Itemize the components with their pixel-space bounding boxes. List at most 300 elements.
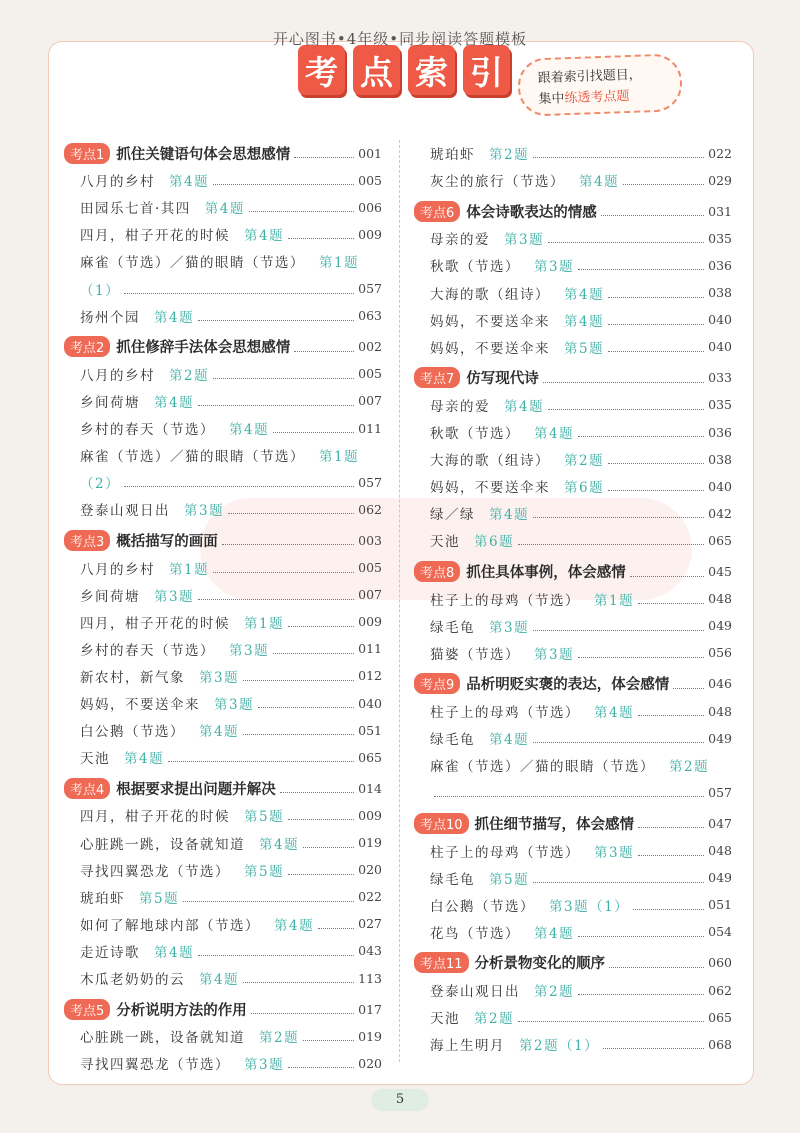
page-ref: 012 — [358, 668, 382, 684]
page-ref: 048 — [708, 591, 732, 607]
index-entry[interactable] — [430, 336, 732, 358]
index-entry[interactable] — [80, 719, 382, 741]
index-entry[interactable] — [430, 421, 732, 443]
question-ref: 第4题 — [564, 286, 605, 303]
entry-title: 母亲的爱 — [430, 232, 490, 249]
index-entry[interactable] — [80, 417, 382, 439]
leader-dots — [243, 972, 354, 983]
page-ref: 046 — [708, 676, 732, 692]
index-entry[interactable] — [430, 502, 732, 524]
section-title: 仿写现代诗 — [466, 371, 539, 388]
question-ref: 第2题 — [669, 759, 710, 776]
leader-dots — [273, 422, 354, 433]
page-ref: 043 — [358, 943, 382, 959]
leader-dots — [608, 287, 704, 298]
page-ref: 017 — [358, 1001, 382, 1017]
question-ref: 第3题 — [594, 844, 635, 861]
book-header: 开心图书•4年级•同步阅读答题模板 — [272, 30, 528, 48]
entry-title: 八月的乡村 — [80, 367, 155, 384]
index-entry[interactable] — [430, 642, 732, 664]
leader-dots — [533, 872, 704, 883]
entry-title: 秋歌（节选） — [430, 259, 520, 276]
entry-title: 乡村的春天（节选） — [80, 642, 215, 659]
entry-title: 寻找四翼恐龙（节选） — [80, 863, 230, 880]
page-ref: 048 — [708, 703, 732, 719]
leader-dots — [518, 1011, 704, 1022]
question-ref: 第1题 — [319, 449, 360, 466]
page-ref: 049 — [708, 730, 732, 746]
index-entry[interactable] — [80, 498, 382, 520]
index-entry[interactable] — [80, 557, 382, 579]
section-header[interactable] — [64, 529, 382, 551]
page-ref: 020 — [358, 1055, 382, 1071]
index-entry[interactable] — [430, 169, 732, 191]
section-badge: 考点5 — [64, 999, 110, 1020]
entry-title: 麻雀（节选）／猫的眼睛（节选） — [430, 759, 655, 776]
question-ref: 第4题 — [534, 426, 575, 442]
leader-dots — [273, 643, 354, 654]
leader-dots — [601, 205, 704, 216]
leader-dots — [608, 480, 704, 491]
question-ref: 第5题 — [489, 871, 530, 888]
question-ref: 第3题（1） — [549, 898, 630, 915]
index-entry[interactable] — [430, 254, 732, 276]
page-ref: 005 — [358, 172, 382, 188]
entry-title: 四月，柑子开花的时候 — [80, 228, 230, 245]
entry-title: 麻雀（节选）／猫的眼睛（节选） — [80, 449, 305, 466]
page-ref: 062 — [708, 982, 732, 998]
page-ref: 033 — [708, 370, 732, 386]
leader-dots — [578, 259, 704, 270]
leader-dots — [518, 534, 704, 545]
question-ref: 第4题 — [259, 836, 300, 853]
title-char: 点 — [353, 45, 400, 95]
leader-dots — [548, 232, 704, 243]
question-ref: 第3题 — [244, 1057, 285, 1074]
question-ref: 第4题 — [199, 724, 240, 741]
page-ref: 047 — [708, 815, 732, 831]
entry-title: 走近诗歌 — [80, 944, 140, 961]
page-ref: 113 — [358, 970, 382, 986]
page-ref: 009 — [358, 226, 382, 242]
page-ref: 006 — [358, 199, 382, 215]
entry-title: 白公鹅（节选） — [430, 898, 535, 915]
index-entry[interactable] — [430, 979, 732, 1001]
question-ref: 第3题 — [199, 669, 240, 686]
entry-title: 八月的乡村 — [80, 174, 155, 191]
page-title — [298, 45, 510, 97]
question-ref: 第5题 — [564, 340, 605, 357]
index-entry[interactable] — [80, 390, 382, 412]
index-entry[interactable] — [430, 867, 732, 889]
entry-title: 妈妈，不要送伞来 — [80, 697, 200, 713]
page-ref: 040 — [708, 478, 732, 494]
index-entry[interactable] — [80, 250, 382, 272]
leader-dots — [294, 341, 354, 352]
leader-dots — [303, 1030, 354, 1041]
page-ref: 031 — [708, 203, 732, 219]
section-title: 分析说明方法的作用 — [116, 1002, 247, 1019]
index-entry[interactable] — [80, 967, 382, 989]
section-badge: 考点9 — [414, 673, 460, 694]
index-entry[interactable] — [80, 692, 382, 714]
question-ref: 第1题 — [319, 255, 360, 272]
entry-title: 猫婆（节选） — [430, 646, 520, 663]
entry-title: 柱子上的母鸡（节选） — [430, 844, 580, 861]
entry-title: 登泰山观日出 — [80, 503, 170, 520]
page-ref: 057 — [358, 474, 382, 490]
question-ref: 第3题 — [154, 588, 195, 605]
leader-dots — [288, 1057, 354, 1068]
index-entry[interactable] — [80, 804, 382, 826]
leader-dots — [213, 562, 354, 573]
entry-title: 海上生明月 — [430, 1038, 505, 1055]
index-entry[interactable] — [430, 894, 732, 916]
index-entry[interactable] — [430, 700, 732, 722]
tip-line-2 — [538, 85, 630, 107]
section-header[interactable] — [414, 952, 732, 974]
question-ref: 第3题 — [229, 642, 270, 659]
entry-title: 乡村的春天（节选） — [80, 422, 215, 438]
leader-dots — [243, 724, 354, 735]
index-entry[interactable] — [80, 638, 382, 660]
question-ref: 第4题 — [489, 507, 530, 524]
index-entry[interactable] — [430, 840, 732, 862]
page-ref: 036 — [708, 257, 732, 273]
entry-title: 灰尘的旅行（节选） — [430, 174, 565, 191]
page-ref: 057 — [708, 784, 732, 800]
page-ref: 020 — [358, 862, 382, 878]
leader-dots — [288, 864, 354, 875]
index-entry[interactable] — [80, 1025, 382, 1047]
index-entry[interactable] — [80, 886, 382, 908]
question-ref: （1） — [80, 282, 121, 299]
page-ref: 009 — [358, 614, 382, 630]
entry-title: 绿毛龟 — [430, 732, 475, 749]
entry-title: 乡间荷塘 — [80, 394, 140, 411]
leader-dots — [213, 368, 354, 379]
title-char: 索 — [408, 45, 455, 95]
section-title: 概括描写的画面 — [116, 533, 218, 550]
section-title: 分析景物变化的顺序 — [474, 956, 606, 973]
entry-title: 心脏跳一跳，设备就知道 — [80, 1030, 245, 1047]
page-ref: 002 — [358, 339, 382, 355]
leader-dots — [638, 705, 704, 716]
index-entry[interactable] — [80, 940, 382, 962]
index-entry[interactable] — [80, 665, 382, 687]
tip-bubble — [517, 53, 683, 117]
question-ref: 第2题 — [259, 1030, 300, 1047]
index-entry[interactable] — [430, 282, 732, 304]
question-ref: 第2题 — [564, 453, 605, 470]
page-ref: 003 — [358, 532, 382, 548]
question-ref: 第2题 — [489, 147, 530, 163]
index-entry[interactable] — [430, 142, 732, 164]
entry-title: 田园乐七首·其四 — [80, 201, 191, 218]
index-entry[interactable] — [430, 448, 732, 470]
index-entry[interactable] — [430, 1033, 732, 1055]
question-ref: 第2题（1） — [519, 1038, 600, 1055]
section-header[interactable] — [414, 673, 732, 695]
entry-title: 绿毛龟 — [430, 619, 475, 636]
question-ref: 第5题 — [244, 809, 285, 826]
index-entry[interactable] — [80, 913, 382, 935]
leader-dots — [183, 891, 354, 902]
leader-dots — [198, 395, 354, 406]
entry-title: 心脏跳一跳，设备就知道 — [80, 836, 245, 853]
question-ref: 第3题 — [489, 619, 530, 636]
page-ref: 056 — [708, 645, 732, 661]
index-entry[interactable] — [80, 305, 382, 327]
page-ref: 065 — [708, 532, 732, 548]
tip-line-2-highlight: 练透考点题 — [564, 88, 630, 107]
page-ref: 049 — [708, 870, 732, 886]
entry-title: 四月，柑子开花的时候 — [80, 615, 230, 632]
leader-dots — [609, 957, 704, 968]
question-ref: 第1题 — [244, 615, 285, 632]
section-header[interactable] — [64, 998, 382, 1020]
section-badge: 考点1 — [64, 143, 110, 164]
title-char: 考 — [298, 45, 345, 95]
entry-title: 四月，柑子开花的时候 — [80, 809, 230, 826]
page-ref: 040 — [708, 312, 732, 328]
section-header[interactable] — [64, 777, 382, 799]
section-badge: 考点11 — [414, 952, 469, 973]
leader-dots — [543, 372, 704, 383]
index-entry[interactable] — [430, 529, 732, 551]
index-entry[interactable] — [80, 1052, 382, 1074]
question-ref: 第3题 — [214, 697, 255, 713]
section-header[interactable] — [414, 812, 732, 834]
section-header[interactable] — [414, 561, 732, 583]
index-entry[interactable] — [80, 223, 382, 245]
leader-dots — [288, 228, 354, 239]
leader-dots — [434, 786, 704, 797]
page-ref: 040 — [708, 339, 732, 355]
index-entry[interactable] — [430, 588, 732, 610]
leader-dots — [294, 147, 354, 158]
leader-dots — [608, 314, 704, 325]
page-ref: 027 — [358, 916, 382, 932]
entry-title: 妈妈，不要送伞来 — [430, 313, 550, 330]
section-badge: 考点7 — [414, 367, 460, 388]
leader-dots — [623, 174, 704, 185]
page-ref: 011 — [358, 641, 382, 657]
entry-title: 白公鹅（节选） — [80, 724, 185, 741]
index-entry[interactable] — [80, 832, 382, 854]
question-ref: 第1题 — [594, 592, 635, 609]
entry-title: 绿／绿 — [430, 507, 475, 524]
page-ref: 057 — [358, 281, 382, 296]
index-entry[interactable] — [80, 859, 382, 881]
index-entry[interactable] — [80, 746, 382, 768]
question-ref: 第4题 — [579, 174, 620, 191]
leader-dots — [633, 899, 704, 910]
index-entry[interactable] — [80, 611, 382, 633]
index-entry[interactable] — [430, 615, 732, 637]
question-ref: 第4题 — [199, 972, 240, 988]
index-entry[interactable] — [430, 309, 732, 331]
section-title: 抓住修辞手法体会思想感情 — [116, 340, 291, 357]
page-ref: 035 — [708, 230, 732, 246]
index-entry[interactable] — [430, 754, 732, 776]
index-entry[interactable] — [80, 584, 382, 606]
section-badge: 考点10 — [414, 813, 469, 834]
leader-dots — [168, 751, 354, 762]
entry-title: 天池 — [80, 751, 110, 768]
leader-dots — [124, 476, 354, 487]
page-ref: 063 — [358, 308, 382, 324]
question-ref: 第4题 — [274, 917, 315, 934]
question-ref: 第4题 — [154, 309, 195, 326]
leader-dots — [222, 534, 354, 545]
question-ref: 第3题 — [534, 259, 575, 276]
question-ref: 第4题 — [534, 925, 575, 942]
page-ref: 054 — [708, 924, 732, 940]
index-entry[interactable] — [430, 1006, 732, 1028]
index-entry-continuation[interactable] — [80, 278, 382, 300]
entry-title: 乡间荷塘 — [80, 588, 140, 605]
entry-title: 秋歌（节选） — [430, 426, 520, 442]
page-ref: 007 — [358, 587, 382, 603]
entry-title: 麻雀（节选）／猫的眼睛（节选） — [80, 255, 305, 272]
index-entry[interactable] — [80, 196, 382, 218]
page-ref: 035 — [708, 397, 732, 413]
question-ref: 第5题 — [244, 863, 285, 880]
question-ref: 第4题 — [229, 422, 270, 438]
leader-dots — [603, 1038, 704, 1049]
page-ref: 019 — [358, 1028, 382, 1044]
leader-dots — [198, 945, 354, 956]
page-ref: 065 — [358, 749, 382, 765]
entry-title: 新农村，新气象 — [80, 669, 185, 686]
leader-dots — [280, 782, 354, 793]
entry-title: 柱子上的母鸡（节选） — [430, 592, 580, 609]
index-entry[interactable] — [430, 921, 732, 943]
section-title: 体会诗歌表达的情感 — [466, 204, 597, 221]
page-number: 5 — [371, 1089, 429, 1111]
index-entry[interactable] — [80, 444, 382, 466]
question-ref: 第6题 — [474, 534, 515, 551]
entry-title: 绿毛龟 — [430, 871, 475, 888]
leader-dots — [533, 507, 704, 518]
leader-dots — [548, 399, 704, 410]
page-ref: 029 — [708, 172, 732, 188]
section-badge: 考点2 — [64, 336, 110, 357]
entry-title: 大海的歌（组诗） — [430, 286, 550, 303]
index-entry[interactable] — [430, 727, 732, 749]
entry-title: 天池 — [430, 534, 460, 551]
index-entry-continuation[interactable] — [430, 781, 732, 803]
leader-dots — [249, 201, 354, 212]
page-ref: 051 — [708, 897, 732, 913]
question-ref: 第3题 — [504, 232, 545, 249]
entry-title: 大海的歌（组诗） — [430, 453, 550, 470]
leader-dots — [198, 310, 354, 321]
question-ref: 第6题 — [564, 480, 605, 497]
tip-line-1: 跟着索引找题目， — [537, 67, 642, 87]
section-badge: 考点3 — [64, 530, 110, 551]
section-header[interactable] — [64, 336, 382, 358]
question-ref: 第4题 — [204, 201, 245, 218]
tip-line-2-prefix: 集中 — [538, 91, 565, 108]
index-entry[interactable] — [80, 169, 382, 191]
entry-title: 柱子上的母鸡（节选） — [430, 705, 580, 721]
leader-dots — [638, 845, 704, 856]
index-entry[interactable] — [80, 363, 382, 385]
page-ref: 068 — [708, 1036, 732, 1052]
leader-dots — [638, 817, 704, 828]
index-entry[interactable] — [430, 394, 732, 416]
page-ref: 019 — [358, 835, 382, 850]
page-ref: 049 — [708, 618, 732, 634]
question-ref: 第4题 — [594, 705, 635, 721]
page-ref: 022 — [708, 145, 732, 161]
question-ref: 第4题 — [244, 228, 285, 245]
entry-title: 妈妈，不要送伞来 — [430, 340, 550, 357]
leader-dots — [533, 732, 704, 743]
question-ref: 第4题 — [504, 398, 545, 415]
question-ref: 第4题 — [154, 394, 195, 411]
title-char: 引 — [463, 45, 510, 95]
page-ref: 007 — [358, 393, 382, 409]
section-header[interactable] — [64, 142, 382, 164]
question-ref: 第3题 — [184, 503, 225, 520]
entry-title: 花鸟（节选） — [430, 925, 520, 942]
leader-dots — [318, 918, 354, 929]
page-ref: 005 — [358, 560, 382, 575]
leader-dots — [213, 174, 354, 185]
entry-title: 登泰山观日出 — [430, 984, 520, 1000]
page-ref: 060 — [708, 955, 732, 971]
page-ref: 011 — [358, 420, 382, 436]
index-entry[interactable] — [430, 227, 732, 249]
index-entry-continuation[interactable] — [80, 471, 382, 493]
leader-dots — [578, 647, 704, 658]
entry-title: 木瓜老奶奶的云 — [80, 972, 185, 988]
leader-dots — [578, 426, 704, 437]
leader-dots — [578, 984, 704, 995]
page-ref: 014 — [358, 780, 382, 796]
page-ref: 045 — [708, 564, 732, 579]
page-ref: 038 — [708, 451, 732, 467]
section-title: 品析明贬实褒的表达，体会感情 — [466, 677, 670, 694]
page-ref: 040 — [358, 695, 382, 711]
question-ref: 第4题 — [489, 732, 530, 749]
leader-dots — [608, 453, 704, 464]
entry-title: 母亲的爱 — [430, 398, 490, 415]
section-title: 抓住细节描写，体会感情 — [474, 816, 635, 833]
entry-title: 如何了解地球内部（节选） — [80, 917, 260, 934]
section-header[interactable] — [414, 200, 732, 222]
leader-dots — [608, 341, 704, 352]
section-title: 抓住具体事例，体会感情 — [466, 565, 626, 581]
index-entry[interactable] — [430, 475, 732, 497]
section-header[interactable] — [414, 367, 732, 389]
leader-dots — [578, 926, 704, 937]
page-ref: 062 — [358, 501, 382, 517]
leader-dots — [638, 593, 704, 604]
leader-dots — [243, 670, 354, 681]
question-ref: 第5题 — [139, 890, 180, 907]
page-ref: 038 — [708, 285, 732, 300]
question-ref: 第2题 — [534, 984, 575, 1000]
page-ref: 036 — [708, 424, 732, 440]
leader-dots — [124, 283, 354, 294]
entry-title: 扬州个园 — [80, 309, 140, 326]
entry-title: 天池 — [430, 1011, 460, 1028]
page-ref: 009 — [358, 807, 382, 823]
